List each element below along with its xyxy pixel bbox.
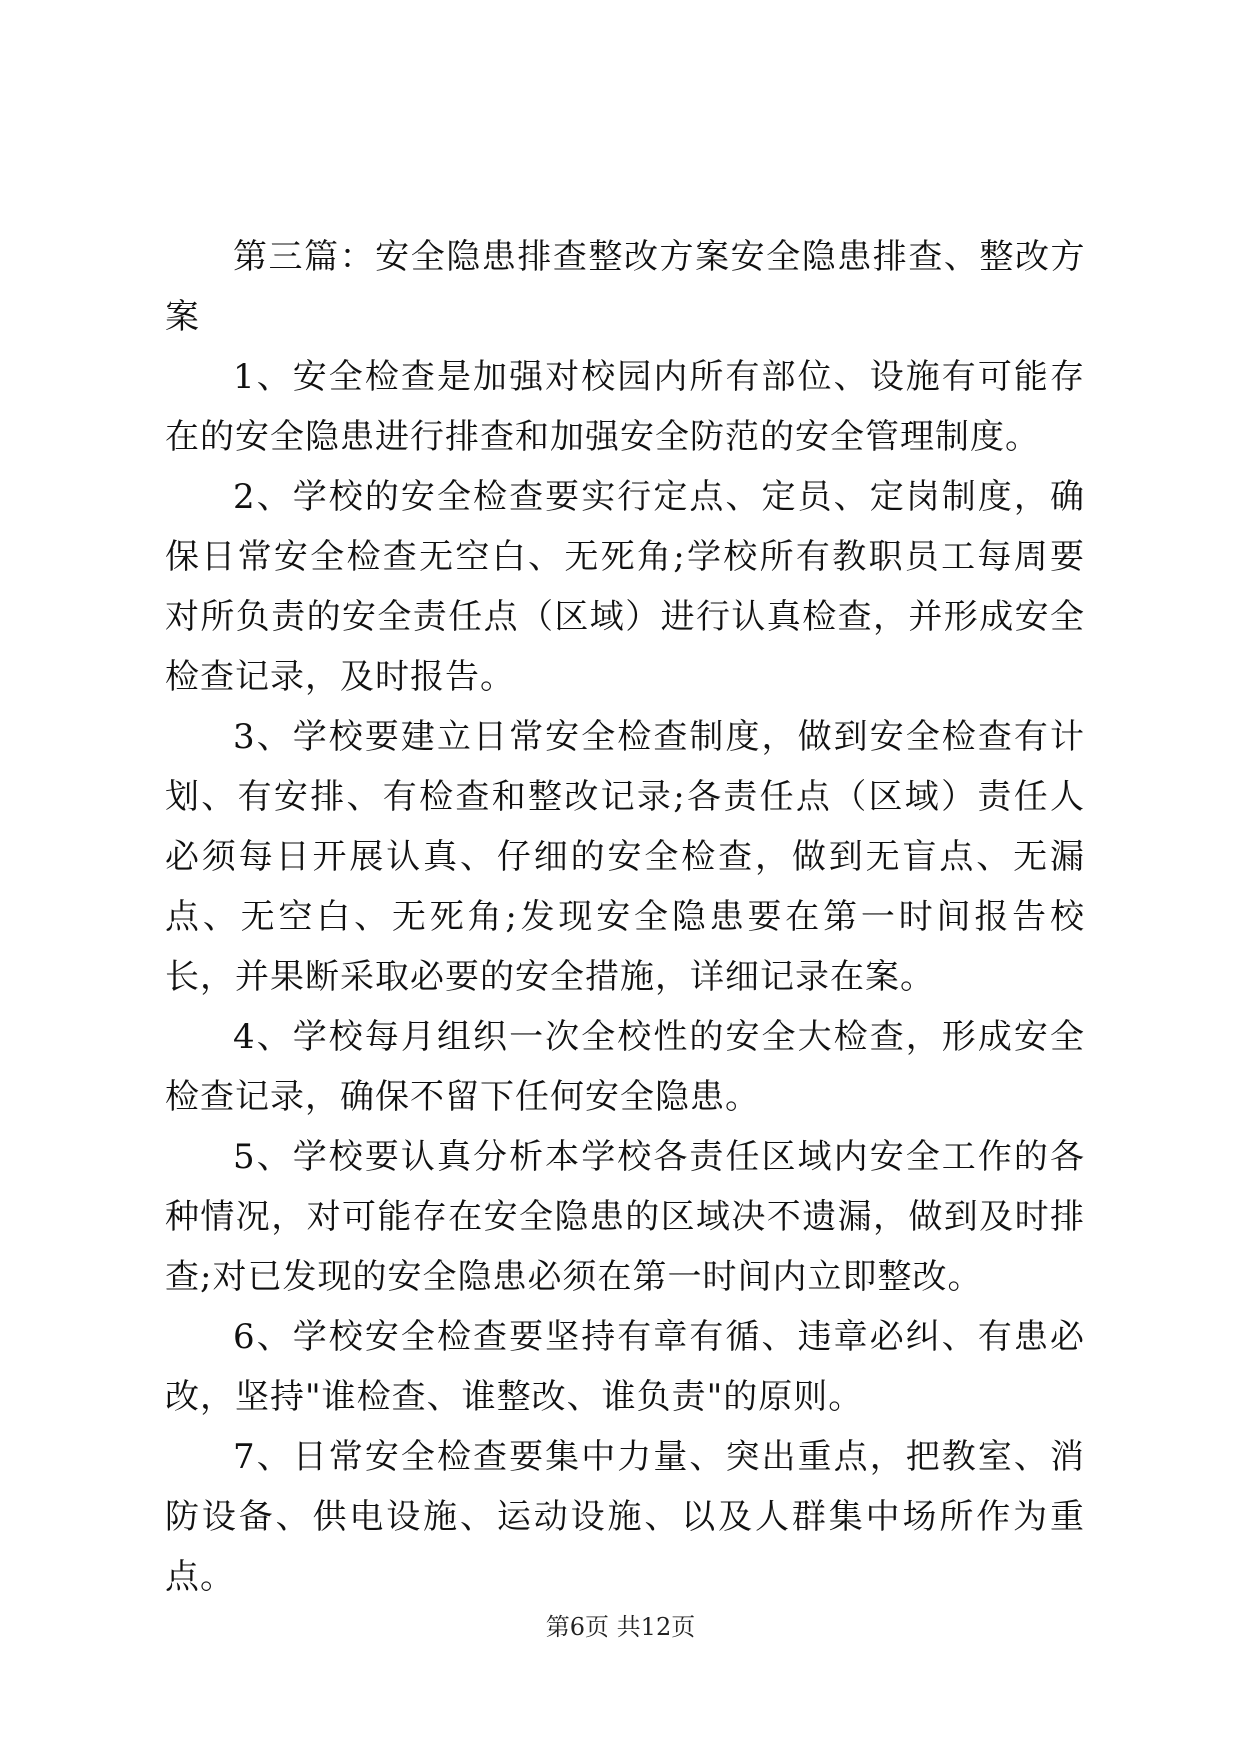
paragraph-6: 6、学校安全检查要坚持有章有循、违章必纠、有患必改，坚持"谁检查、谁整改、谁负责"的原则。 — [165, 1317, 1085, 1417]
paragraph-7: 7、日常安全检查要集中力量、突出重点，把教室、消防设备、供电设施、运动设施、以及人群集中场所作为重点。 — [165, 1437, 1085, 1597]
section-title: 第三篇：安全隐患排查整改方案安全隐患排查、整改方案 — [165, 237, 1085, 337]
document-body — [165, 227, 1085, 1607]
page-number-footer: 第6页 共12页 — [545, 1613, 696, 1641]
paragraph-2: 2、学校的安全检查要实行定点、定员、定岗制度，确保日常安全检查无空白、无死角;学校所有教职员工每周要对所负责的安全责任点（区域）进行认真检查，并形成安全检查记录，及时报告。 — [165, 477, 1086, 697]
paragraph-5: 5、学校要认真分析本学校各责任区域内安全工作的各种情况，对可能存在安全隐患的区域决不遗漏，做到及时排查;对已发现的安全隐患必须在第一时间内立即整改。 — [165, 1137, 1085, 1297]
paragraph-3: 3、学校要建立日常安全检查制度，做到安全检查有计划、有安排、有检查和整改记录;各责任点（区域）责任人必须每日开展认真、仔细的安全检查，做到无盲点、无漏点、无空白、无死角;发现安全隐患要在第一时间报告校长，并果断采取必要的安全措施，详细记录在案。 — [165, 717, 1086, 997]
paragraph-4: 4、学校每月组织一次全校性的安全大检查，形成安全检查记录，确保不留下任何安全隐患。 — [165, 1017, 1085, 1117]
paragraph-1: 1、安全检查是加强对校园内所有部位、设施有可能存在的安全隐患进行排查和加强安全防范的安全管理制度。 — [165, 357, 1085, 457]
